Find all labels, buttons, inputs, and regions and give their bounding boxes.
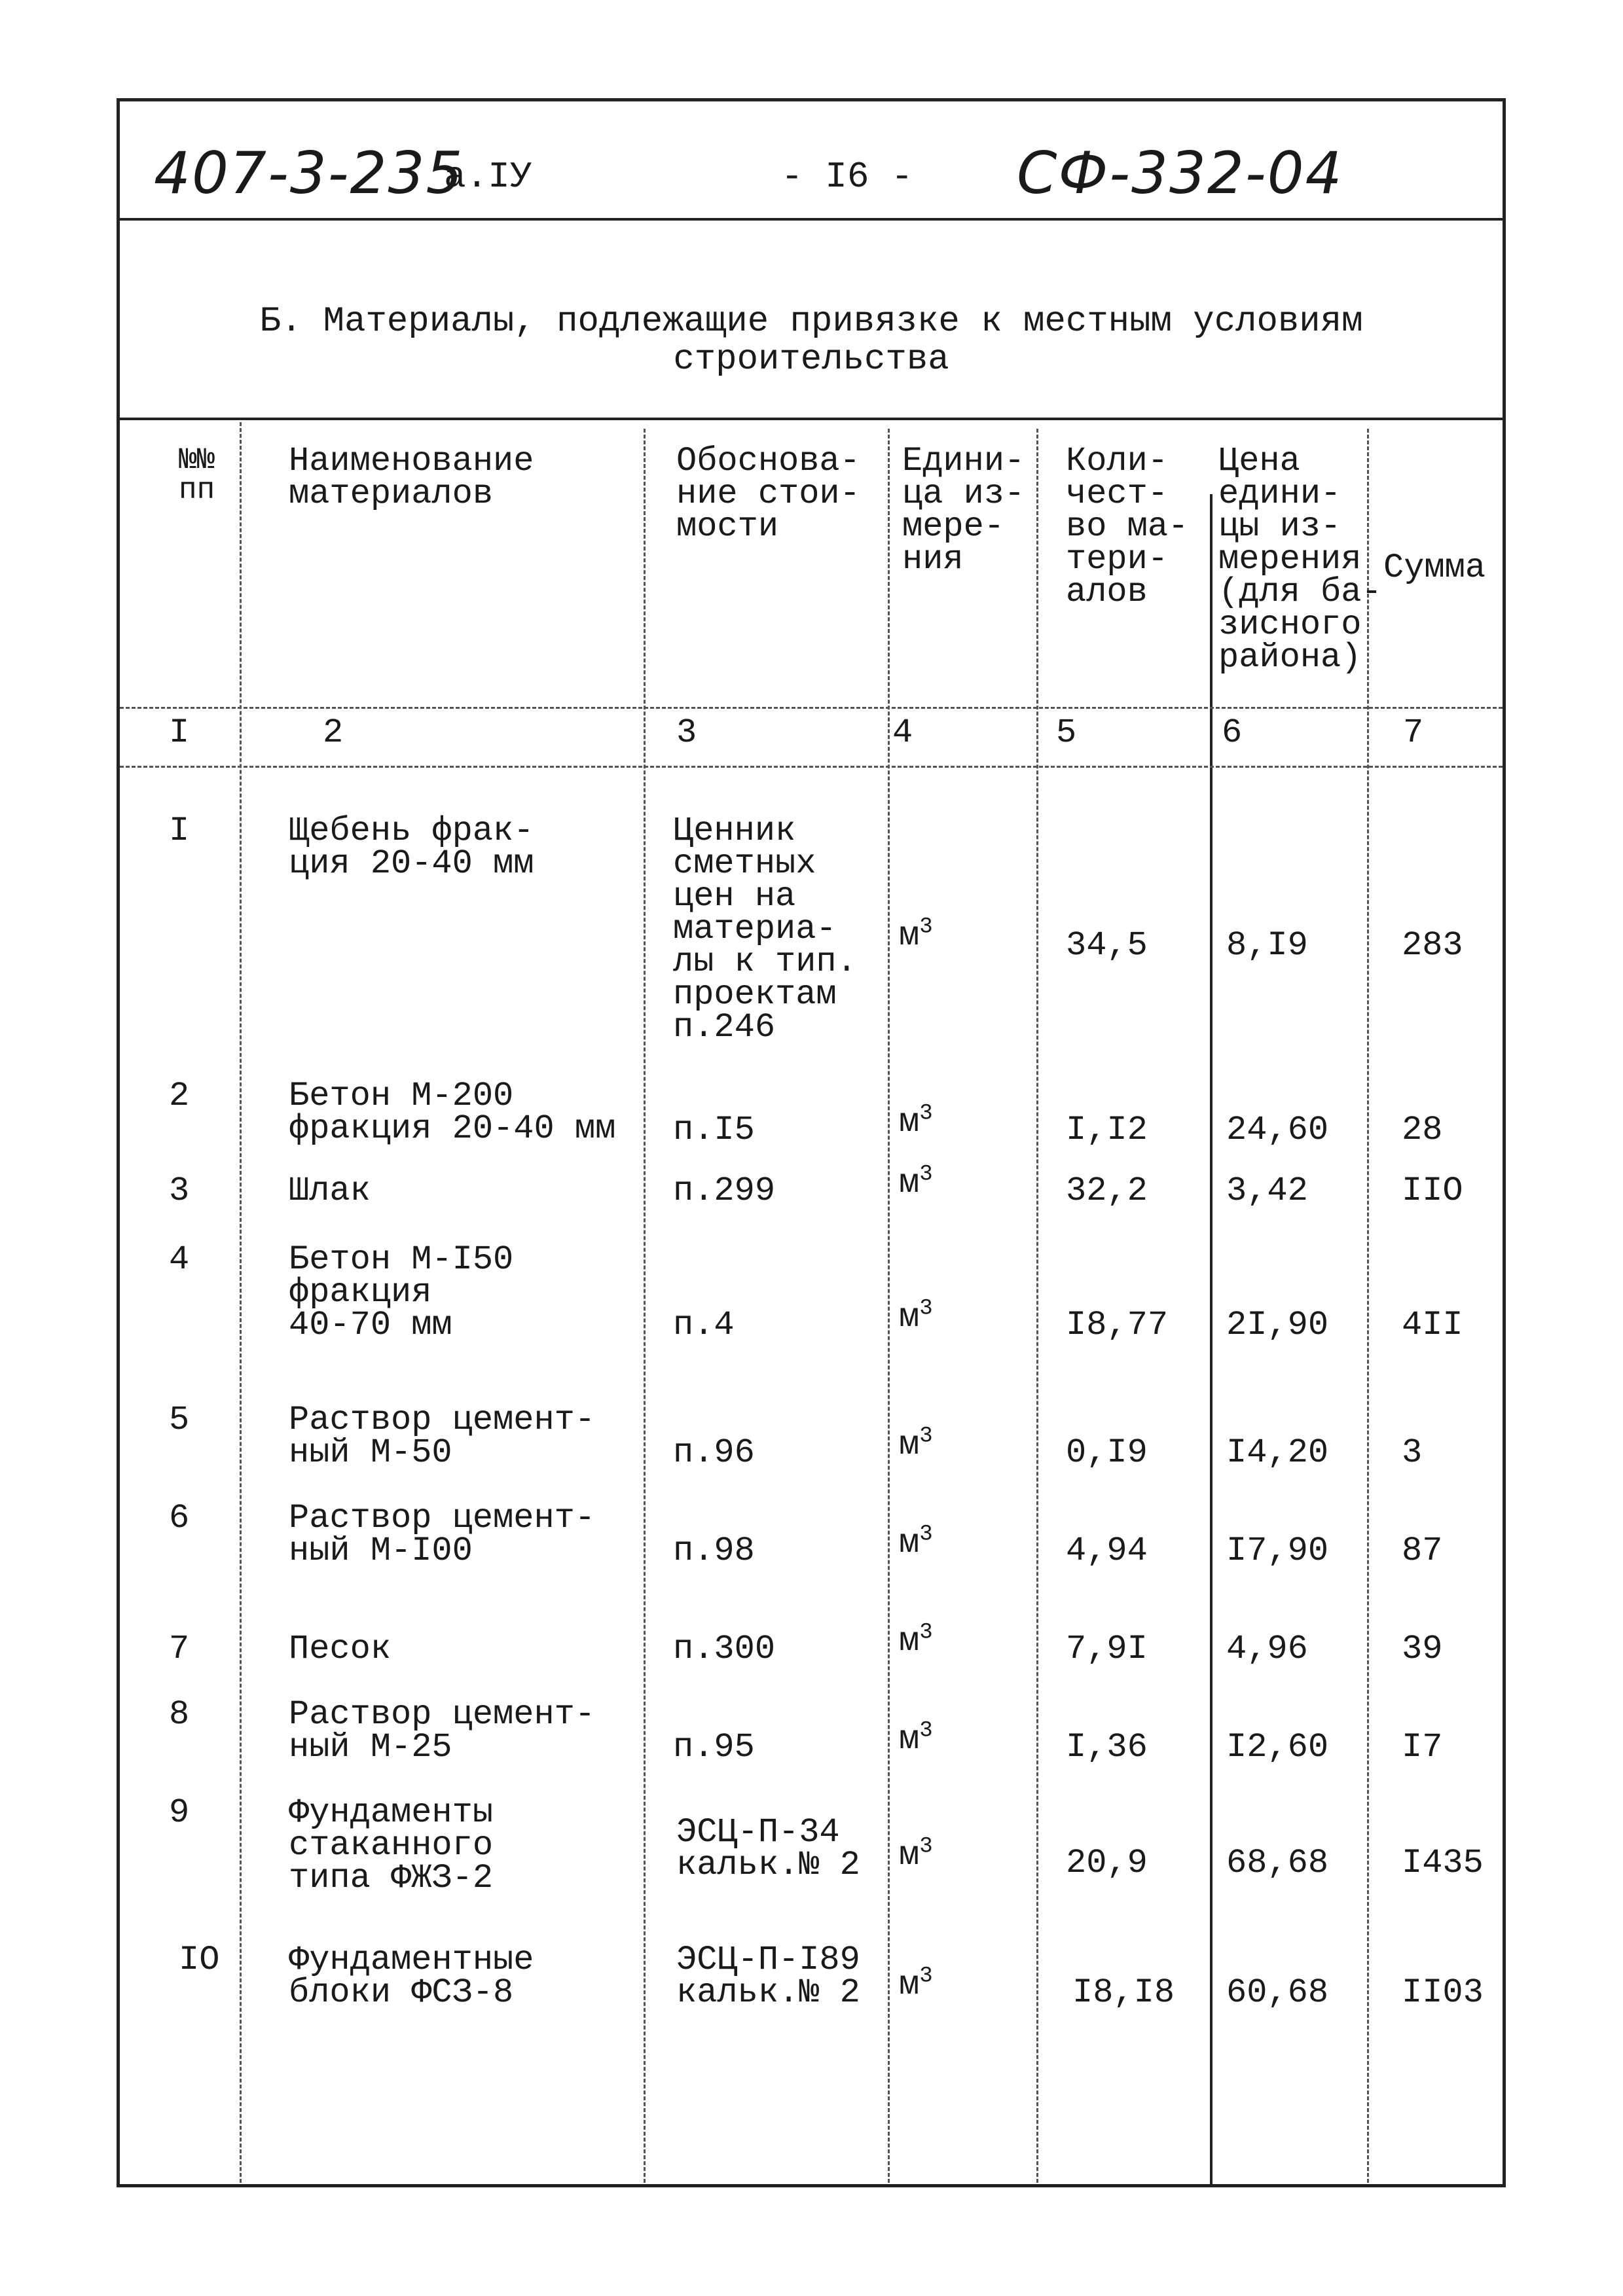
row-3-name: Шлак	[289, 1172, 371, 1210]
row-3-num: 3	[169, 1172, 190, 1210]
row-4-basis: п.4	[673, 1306, 735, 1344]
col-divider-2	[644, 429, 646, 2183]
row-2-price: 24,60	[1226, 1111, 1329, 1149]
col-header-qty: Коли- чест- во ма- тери- алов	[1066, 442, 1189, 611]
header-row-divider	[120, 707, 1503, 709]
row-10-price: 60,68	[1226, 1973, 1329, 2012]
row-1-name: Щебень фрак- ция 20-40 мм	[289, 812, 534, 883]
row-4-num: 4	[169, 1240, 190, 1279]
row-10-unit-base: м	[899, 1965, 920, 2004]
row-5-unit-power: 3	[919, 1424, 933, 1449]
row-3-price: 3,42	[1226, 1172, 1308, 1210]
row-4-sum: 4II	[1402, 1306, 1463, 1344]
row-10-unit	[899, 1964, 933, 2004]
row-1-sum: 283	[1402, 926, 1463, 965]
col-divider-1	[240, 422, 242, 2183]
row-6-unit	[899, 1522, 933, 1562]
col-header-price: Цена едини- цы из- мерения (для ба- зисного района)	[1218, 442, 1382, 677]
row-9-name: Фундаменты стаканного типа ФЖЗ-2	[289, 1793, 494, 1897]
row-8-unit-base: м	[899, 1720, 920, 1759]
row-7-name: Песок	[289, 1630, 392, 1668]
row-2-unit	[899, 1101, 933, 1141]
row-2-unit-base: м	[899, 1103, 920, 1141]
title-divider	[120, 418, 1503, 420]
row-2-unit-power: 3	[919, 1101, 933, 1126]
row-9-unit-base: м	[899, 1836, 920, 1874]
row-9-sum: I435	[1402, 1844, 1484, 1882]
row-1-num: I	[169, 812, 190, 850]
row-4-unit-power: 3	[919, 1296, 933, 1321]
row-4-name: Бетон М-I50 фракция 40-70 мм	[289, 1240, 514, 1344]
row-10-num: IO	[179, 1941, 220, 1979]
row-5-sum: 3	[1402, 1433, 1423, 1472]
row-9-unit	[899, 1834, 933, 1874]
row-1-qty: 34,5	[1066, 926, 1148, 965]
row-6-unit-base: м	[899, 1524, 920, 1562]
row-8-unit	[899, 1718, 933, 1759]
col-header-num: №№ пп	[179, 443, 215, 507]
col-number-3: 3	[676, 713, 697, 752]
colnum-row-divider	[120, 766, 1503, 768]
row-1-price: 8,I9	[1226, 926, 1308, 965]
sheet-code: СФ-332-04	[1017, 139, 1343, 207]
row-4-qty: I8,77	[1066, 1306, 1169, 1344]
row-2-sum: 28	[1402, 1111, 1443, 1149]
row-6-qty: 4,94	[1066, 1532, 1148, 1570]
row-7-unit	[899, 1620, 933, 1660]
row-9-unit-power: 3	[919, 1834, 933, 1859]
doc-code: 407-3-235	[154, 139, 464, 207]
row-2-qty: I,I2	[1066, 1111, 1148, 1149]
row-5-unit	[899, 1424, 933, 1464]
row-3-basis: п.299	[673, 1172, 776, 1210]
row-10-basis: ЭСЦ-П-I89 кальк.№ 2	[676, 1941, 860, 2012]
row-10-sum: II03	[1402, 1973, 1484, 2012]
col-number-4: 4	[892, 713, 913, 752]
col-header-sum: Сумма	[1383, 548, 1486, 587]
row-8-unit-power: 3	[919, 1718, 933, 1744]
row-6-unit-power: 3	[919, 1522, 933, 1547]
row-5-qty: 0,I9	[1066, 1433, 1148, 1472]
row-3-unit	[899, 1162, 933, 1202]
col-number-6: 6	[1222, 713, 1243, 752]
row-2-name: Бетон М-200 фракция 20-40 мм	[289, 1077, 616, 1148]
row-1-unit-base: м	[899, 916, 920, 955]
row-8-price: I2,60	[1226, 1728, 1329, 1767]
row-10-name: Фундаментные блоки ФСЗ-8	[289, 1941, 534, 2012]
row-5-basis: п.96	[673, 1433, 755, 1472]
row-8-num: 8	[169, 1695, 190, 1734]
row-3-qty: 32,2	[1066, 1172, 1148, 1210]
row-6-num: 6	[169, 1499, 190, 1537]
album-label: а.IУ	[444, 156, 532, 198]
header-divider	[120, 218, 1503, 221]
page-frame	[117, 98, 1506, 2187]
row-3-sum: IIO	[1402, 1172, 1463, 1210]
row-7-qty: 7,9I	[1066, 1630, 1148, 1668]
col-divider-4	[1036, 429, 1038, 2183]
row-5-price: I4,20	[1226, 1433, 1329, 1472]
col-number-7: 7	[1403, 713, 1424, 752]
section-title: Б. Материалы, подлежащие привязке к местным условиям строительства	[259, 302, 1363, 380]
col-header-unit: Едини- ца из- мере- ния	[902, 442, 1025, 579]
row-5-name: Раствор цемент- ный М-50	[289, 1401, 596, 1472]
row-7-unit-power: 3	[919, 1620, 933, 1645]
row-2-num: 2	[169, 1077, 190, 1115]
col-divider-6	[1367, 429, 1369, 2183]
row-7-num: 7	[169, 1630, 190, 1668]
col-divider-3	[888, 429, 890, 2183]
row-10-unit-power: 3	[919, 1964, 933, 1989]
row-6-price: I7,90	[1226, 1532, 1329, 1570]
row-7-sum: 39	[1402, 1630, 1443, 1668]
row-1-unit	[899, 914, 933, 955]
row-6-name: Раствор цемент- ный М-I00	[289, 1499, 596, 1570]
row-7-unit-base: м	[899, 1622, 920, 1660]
row-3-unit-power: 3	[919, 1162, 933, 1187]
row-8-name: Раствор цемент- ный М-25	[289, 1695, 596, 1767]
row-9-price: 68,68	[1226, 1844, 1329, 1882]
row-2-basis: п.I5	[673, 1111, 755, 1149]
col-header-basis: Обоснова- ние стои- мости	[676, 442, 860, 546]
row-4-price: 2I,90	[1226, 1306, 1329, 1344]
col-number-5: 5	[1056, 713, 1077, 752]
row-9-basis: ЭСЦ-П-34 кальк.№ 2	[676, 1813, 860, 1884]
row-1-basis: Ценник сметных цен на материа- лы к тип. проектам п.246	[673, 812, 857, 1047]
row-5-unit-base: м	[899, 1426, 920, 1464]
col-number-1: I	[169, 713, 190, 752]
row-7-price: 4,96	[1226, 1630, 1308, 1668]
row-9-num: 9	[169, 1793, 190, 1832]
col-number-2: 2	[323, 713, 344, 752]
row-8-qty: I,36	[1066, 1728, 1148, 1767]
row-8-sum: I7	[1402, 1728, 1443, 1767]
row-7-basis: п.300	[673, 1630, 776, 1668]
row-8-basis: п.95	[673, 1728, 755, 1767]
row-6-sum: 87	[1402, 1532, 1443, 1570]
row-10-qty: I8,I8	[1072, 1973, 1175, 2012]
row-6-basis: п.98	[673, 1532, 755, 1570]
col-header-name: Наименование материалов	[289, 442, 534, 513]
row-5-num: 5	[169, 1401, 190, 1439]
row-4-unit	[899, 1296, 933, 1336]
row-4-unit-base: м	[899, 1298, 920, 1336]
col-divider-5	[1210, 494, 1213, 2184]
page-number: - I6 -	[781, 156, 913, 198]
row-1-unit-power: 3	[919, 914, 933, 940]
row-9-qty: 20,9	[1066, 1844, 1148, 1882]
row-3-unit-base: м	[899, 1164, 920, 1202]
